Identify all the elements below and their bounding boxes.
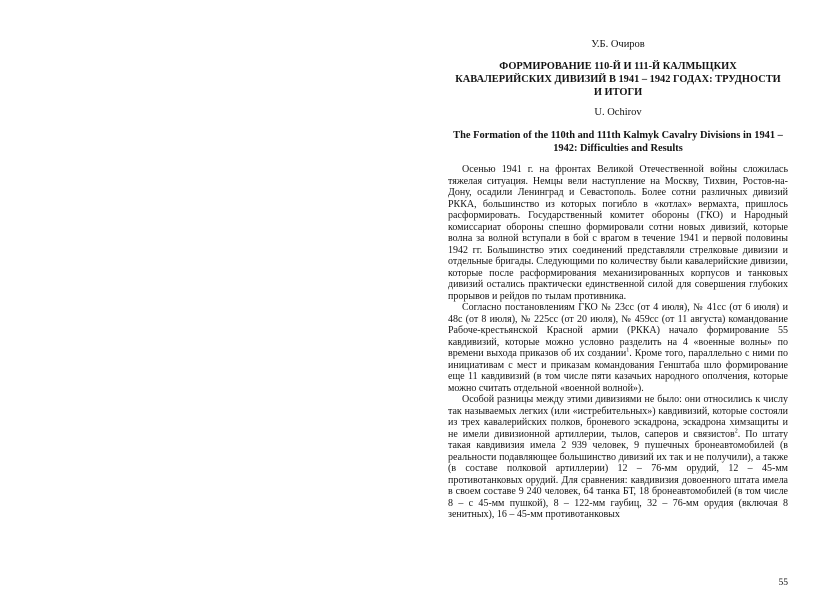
author-ru: У.Б. Очиров (591, 39, 645, 50)
article-body (448, 164, 788, 521)
footnote-ref-1: 1 (626, 347, 630, 354)
paragraph-3-text-b: . По штату такая кавдивизия имела 2 939 человек, 9 пушечных бронеавтомобилей (в реальности подавляющее большинство дивизий их так и не получили), а также (в составе полковой артиллерии) 12 – 76-мм орудий, 12 – 45-мм противотанковых орудий. Для сравнения: кавдивизия довоенного штата имела в своем составе 9 240 человек, 64 танка БТ, 18 бронеавтомобилей (в том числе 8 – с 45-мм пушкой), 8 – 122-мм гаубиц, 32 – 76-мм орудия (включая 8 зенитных), 16 – 45-мм противотанковых (448, 428, 788, 520)
paragraph-2-text-b: . Кроме того, параллельно с ними по инициативам с мест и приказам командования Генштаба шло формирование еще 11 кавдивизий (в том числе пяти казачьих народного ополчения, которые можно считать отдельной «военной волной»). (448, 348, 788, 394)
paragraph-3 (448, 394, 788, 521)
paragraph-2-text-a: Согласно постановлениям ГКО № 23сс (от 4 июля), № 41сс (от 6 июля) и 48с (от 8 июля), № 225сс (от 20 июля), № 459сс (от 11 августа) командование Рабоче-крестьянской Красной армии (РККА) начало формирование 55 кавдивизий, которые можно условно разделить на 4 «военные волны» по времени выхода приказов об их создании (448, 302, 788, 359)
author-en: U. Ochirov (594, 107, 642, 118)
paragraph-1: Осенью 1941 г. на фронтах Великой Отечественной войны сложилась тяжелая ситуация. Немцы вели наступление на Москву, Тихвин, Ростов-на-Дону, осадили Ленинград и Севастополь. Более сотни различных дивизий РККА, большинство из которых погибло в «котлах» вермахта, пришлось расформировать. Государственный комитет обороны (ГКО) и Народный комиссариат обороны спешно формировали сотни новых дивизий, которые волна за волной вступали в бой с врагом в течение 1941 и первой половины 1942 гг. Большинство этих соединений представляли стрелковые дивизии и отдельные бригады. Следующими по количеству были кавалерийские дивизии, которые после расформирования механизированных корпусов и танковых дивизий остались практически единственной силой для совершения глубоких прорывов и рейдов по тылам противника. (448, 164, 788, 302)
paragraph-3-text-a: Особой разницы между этими дивизиями не было: они относились к числу так называемых легких (или «истребительных») кавдивизий, которые состояли из трех кавалерийских полков, броневого эскадрона, эскадрона химзащиты и не имели дивизионной артиллерии, тылов, саперов и связистов (448, 394, 788, 440)
page-number: 55 (778, 578, 788, 588)
title-ru: ФОРМИРОВАНИЕ 110-Й И 111-Й КАЛМЫЦКИХ КАВАЛЕРИЙСКИХ ДИВИЗИЙ В 1941 – 1942 ГОДАХ: ТРУДНОСТИ И ИТОГИ (455, 61, 781, 98)
footnote-ref-2: 2 (734, 428, 738, 435)
paragraph-2 (448, 302, 788, 394)
article-page (448, 38, 788, 521)
title-en: The Formation of the 110th and 111th Kalmyk Cavalry Divisions in 1941 – 1942: Difficulties and Results (453, 130, 783, 154)
